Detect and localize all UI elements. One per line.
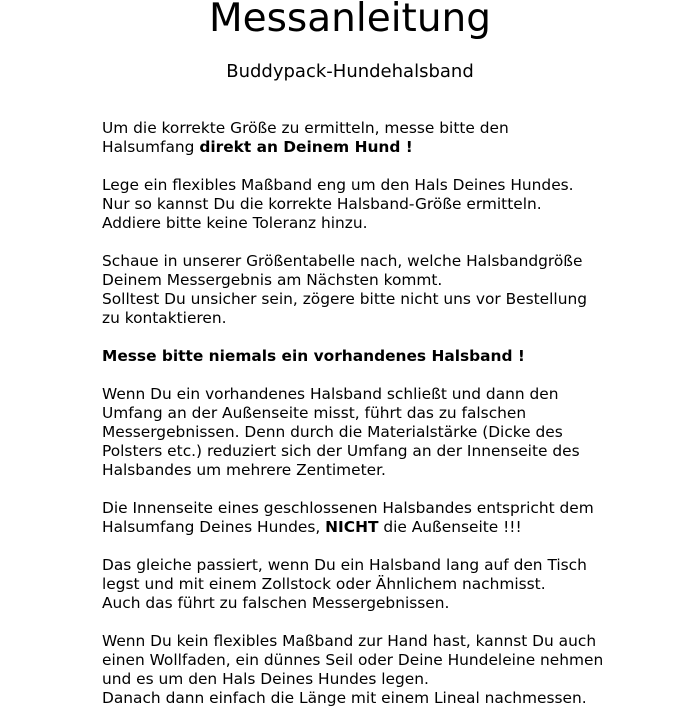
text-line: Die Innenseite eines geschlossenen Halsbandes entspricht dem bbox=[102, 499, 594, 517]
paragraph-size-table bbox=[102, 252, 692, 328]
text-line: Wenn Du kein flexibles Maßband zur Hand hast, kannst Du auch bbox=[102, 632, 597, 650]
text-line: Nur so kannst Du die korrekte Halsband-Größe ermitteln. bbox=[102, 195, 542, 213]
text-line: Umfang an der Außenseite misst, führt das zu falschen bbox=[102, 404, 527, 422]
text-line: Schaue in unserer Größentabelle nach, welche Halsbandgröße bbox=[102, 252, 583, 270]
text-line: Danach dann einfach die Länge mit einem Lineal nachmessen. bbox=[102, 689, 587, 707]
paragraph-outer-measure bbox=[102, 385, 692, 480]
text-line: Addiere bitte keine Toleranz hinzu. bbox=[102, 214, 368, 232]
text-line: Halsumfang Deines Hundes, bbox=[102, 518, 326, 536]
text-line: einen Wollfaden, ein dünnes Seil oder Deine Hundeleine nehmen bbox=[102, 651, 604, 669]
paragraph-measure-intro bbox=[102, 119, 692, 157]
instructions-body bbox=[102, 119, 692, 708]
text-line: Wenn Du ein vorhandenes Halsband schließt und dann den bbox=[102, 385, 559, 403]
paragraph-tape-measure bbox=[102, 176, 692, 233]
text-line: die Außenseite !!! bbox=[378, 518, 522, 536]
text-line: legst und mit einem Zollstock oder Ähnlichem nachmisst. bbox=[102, 575, 546, 593]
text-line: Lege ein flexibles Maßband eng um den Hals Deines Hundes. bbox=[102, 176, 574, 194]
text-line: Das gleiche passiert, wenn Du ein Halsband lang auf den Tisch bbox=[102, 556, 587, 574]
emphasis-not: NICHT bbox=[325, 518, 379, 536]
text-line: zu kontaktieren. bbox=[102, 309, 227, 327]
paragraph-warning bbox=[102, 347, 692, 366]
text-line: Halsumfang bbox=[102, 138, 200, 156]
page-subtitle: Buddypack-Hundehalsband bbox=[226, 61, 474, 82]
emphasis-direct-on-dog: direkt an Deinem Hund ! bbox=[199, 138, 413, 156]
page-title: Messanleitung bbox=[208, 0, 492, 41]
paragraph-inner-side bbox=[102, 499, 692, 537]
text-line: Halsbandes um mehrere Zentimeter. bbox=[102, 461, 386, 479]
paragraph-alternative bbox=[102, 632, 692, 708]
text-line: und es um den Hals Deines Hundes legen. bbox=[102, 670, 429, 688]
text-line: Messergebnissen. Denn durch die Materialstärke (Dicke des bbox=[102, 423, 563, 441]
text-line: Solltest Du unsicher sein, zögere bitte nicht uns vor Bestellung bbox=[102, 290, 587, 308]
paragraph-table-measure bbox=[102, 556, 692, 613]
text-line: Polsters etc.) reduziert sich der Umfang an der Innenseite des bbox=[102, 442, 580, 460]
warning-never-measure-collar: Messe bitte niemals ein vorhandenes Halsband ! bbox=[102, 347, 525, 365]
text-line: Um die korrekte Größe zu ermitteln, messe bitte den bbox=[102, 119, 509, 137]
text-line: Deinem Messergebnis am Nächsten kommt. bbox=[102, 271, 443, 289]
text-line: Auch das führt zu falschen Messergebnissen. bbox=[102, 594, 450, 612]
